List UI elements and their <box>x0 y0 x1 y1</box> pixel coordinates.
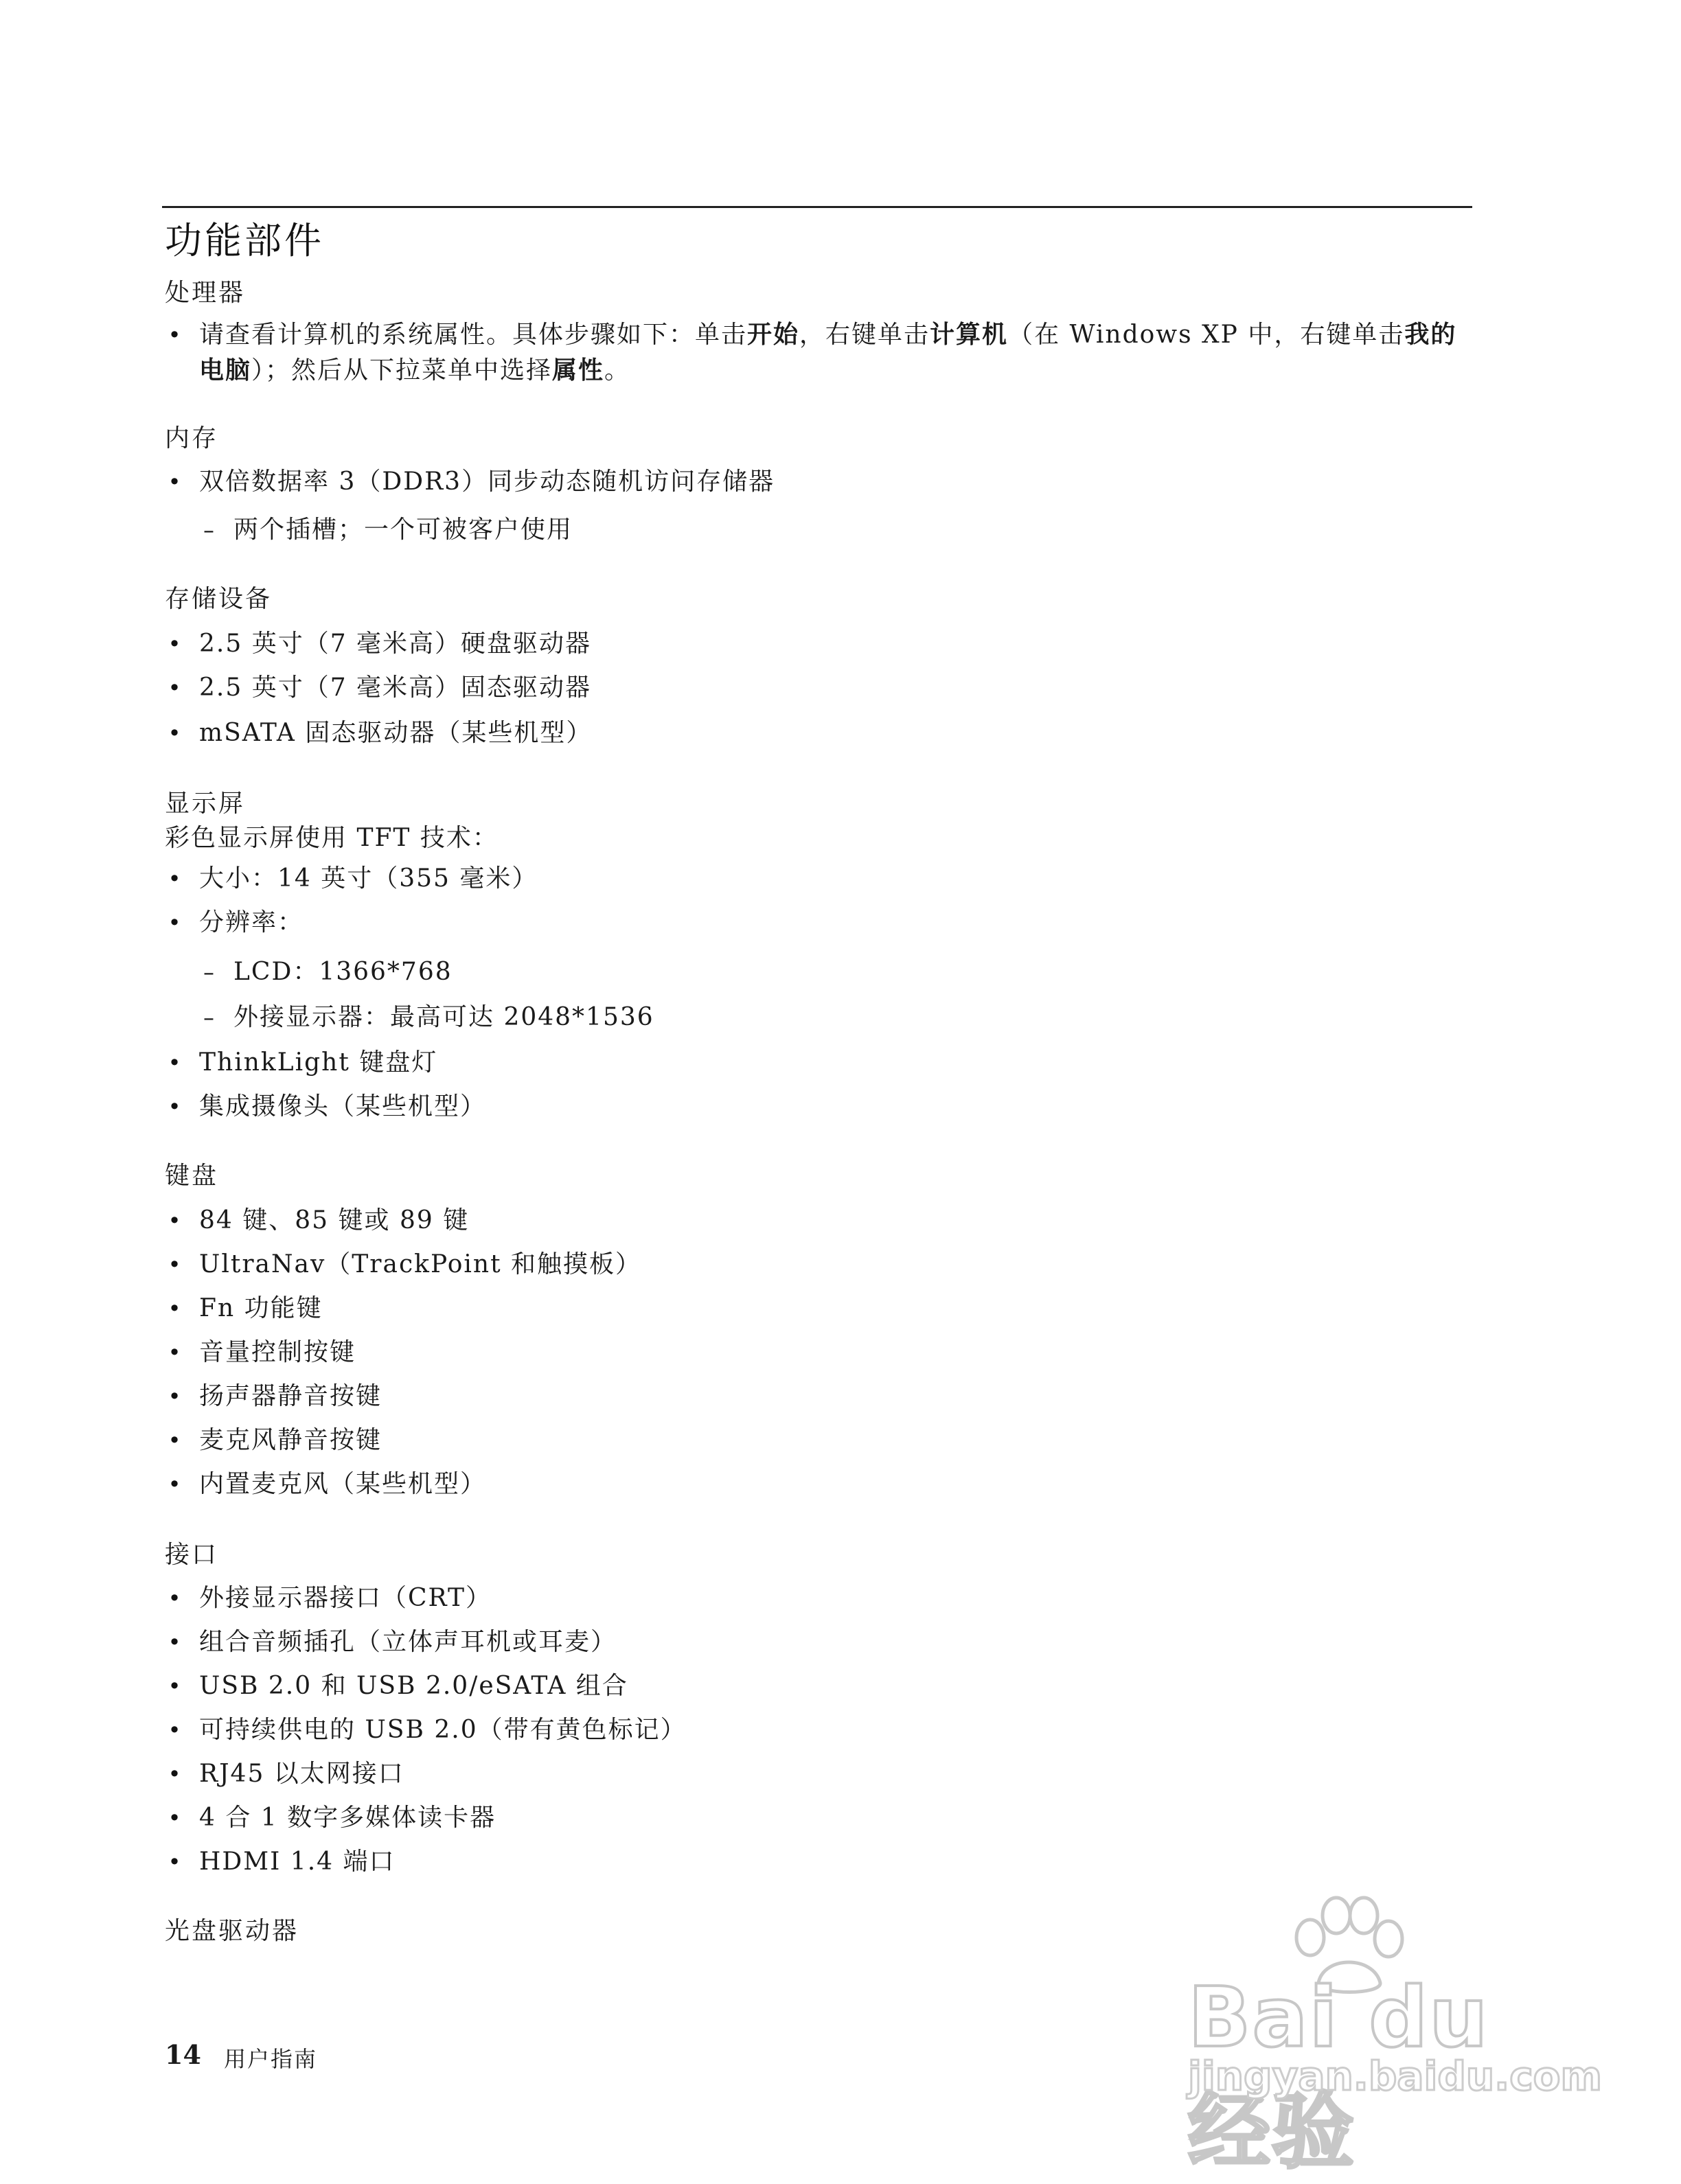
dash: – <box>203 517 216 543</box>
item-text: 84 键、85 键或 89 键 <box>199 1206 470 1234</box>
bullet: • <box>168 1585 183 1611</box>
item-text: 音量控制按键 <box>199 1338 356 1366</box>
bullet: • <box>168 675 183 701</box>
page-number: 14 <box>165 2039 201 2070</box>
item-text: mSATA 固态驱动器（某些机型） <box>199 719 593 747</box>
bullet: • <box>168 1383 183 1410</box>
bullet: • <box>168 1673 183 1699</box>
sub-item-text: 两个插槽；一个可被客户使用 <box>233 516 573 544</box>
bullet: • <box>168 631 183 657</box>
bullet: • <box>168 1717 183 1743</box>
item-text: ，右键单击 <box>799 321 930 349</box>
section-heading-keyboard: 键盘 <box>165 1162 219 1190</box>
footer-guide-title: 用户指南 <box>224 2046 318 2072</box>
bullet: • <box>168 1296 183 1322</box>
item-text: UltraNav（TrackPoint 和触摸板） <box>199 1250 642 1278</box>
section-heading-display: 显示屏 <box>165 790 246 818</box>
watermark-url: jingyan.baidu.com <box>1188 2053 1602 2100</box>
bullet: • <box>168 1252 183 1278</box>
section-heading-processor: 处理器 <box>165 279 246 307</box>
item-text: 大小：14 英寸（355 毫米） <box>199 864 538 893</box>
item-text: 麦克风静音按键 <box>199 1426 382 1454</box>
dash: – <box>203 1004 216 1031</box>
item-text: ）；然后从下拉菜单中选择 <box>251 356 553 384</box>
list-item <box>168 905 1476 941</box>
bullet: • <box>168 866 183 892</box>
list-item <box>168 1756 1476 1792</box>
list-item <box>168 1844 1476 1880</box>
title-rule <box>162 206 1472 208</box>
list-item <box>168 1203 1476 1239</box>
item-text: 2.5 英寸（7 毫米高）固态驱动器 <box>199 674 592 702</box>
list-item <box>168 1580 1476 1616</box>
list-item <box>168 1800 1476 1836</box>
item-text: 扬声器静音按键 <box>199 1382 382 1410</box>
item-text-bold: 计算机 <box>930 321 1009 349</box>
bullet: • <box>168 1050 183 1076</box>
item-text: 。 <box>604 356 631 384</box>
list-item <box>168 1335 1476 1370</box>
list-item <box>168 1045 1476 1081</box>
list-item <box>168 1624 1476 1660</box>
item-text-bold: 我的电脑 <box>199 321 1457 384</box>
section-heading-memory: 内存 <box>165 424 219 452</box>
bullet: • <box>168 1094 183 1120</box>
watermark-brand: Bai du 经验 <box>1188 1970 1489 2180</box>
item-text: HDMI 1.4 端口 <box>199 1848 396 1876</box>
item-text: 2.5 英寸（7 毫米高）硬盘驱动器 <box>199 630 592 658</box>
item-text: Fn 功能键 <box>199 1294 323 1322</box>
list-item <box>168 317 1476 389</box>
list-item <box>168 1423 1476 1458</box>
baidu-watermark <box>1174 1895 1602 2180</box>
bullet: • <box>168 1761 183 1787</box>
list-item <box>168 1379 1476 1414</box>
bullet: • <box>168 1629 183 1655</box>
sub-list-item <box>203 954 453 990</box>
item-text: 外接显示器接口（CRT） <box>199 1584 492 1612</box>
bullet: • <box>168 469 183 495</box>
bullet: • <box>168 1427 183 1453</box>
item-text: 双倍数据率 3（DDR3）同步动态随机访问存储器 <box>199 468 775 496</box>
item-text: 4 合 1 数字多媒体读卡器 <box>199 1804 496 1832</box>
item-text-bold: 属性 <box>552 356 605 384</box>
item-text: 组合音频插孔（立体声耳机或耳麦） <box>199 1628 617 1656</box>
sub-item-text: 外接显示器：最高可达 2048*1536 <box>233 1003 654 1031</box>
section-intro: 彩色显示屏使用 TFT 技术： <box>165 824 499 852</box>
item-text: ThinkLight 键盘灯 <box>199 1048 438 1077</box>
section-heading-storage: 存储设备 <box>165 585 273 613</box>
list-item <box>168 464 1476 500</box>
list-item <box>168 715 1476 751</box>
item-text: USB 2.0 和 USB 2.0/eSATA 组合 <box>199 1672 628 1700</box>
list-item <box>168 1089 1476 1125</box>
sub-list-item <box>203 1000 654 1035</box>
bullet: • <box>168 720 183 746</box>
list-item <box>168 861 1476 897</box>
list-item <box>168 1467 1476 1502</box>
item-text: 分辨率： <box>199 908 304 936</box>
bullet: • <box>168 910 183 936</box>
bullet: • <box>168 1340 183 1366</box>
list-item <box>168 1712 1476 1748</box>
item-text: 集成摄像头（某些机型） <box>199 1092 487 1120</box>
list-item <box>168 626 1476 662</box>
item-text: 可持续供电的 USB 2.0（带有黄色标记） <box>199 1716 687 1744</box>
item-text: RJ45 以太网接口 <box>199 1760 404 1788</box>
sub-list-item <box>203 512 573 548</box>
list-item <box>168 1291 1476 1326</box>
page-title: 功能部件 <box>165 219 324 262</box>
section-heading-ports: 接口 <box>165 1541 219 1569</box>
item-text-bold: 开始 <box>747 321 800 349</box>
bullet: • <box>168 1805 183 1831</box>
bullet: • <box>168 322 183 348</box>
sub-item-text: LCD：1366*768 <box>233 958 453 986</box>
item-text: 内置麦克风（某些机型） <box>199 1470 487 1498</box>
section-heading-optical: 光盘驱动器 <box>165 1917 299 1945</box>
bullet: • <box>168 1849 183 1875</box>
item-text: 请查看计算机的系统属性。具体步骤如下：单击 <box>199 321 748 349</box>
bullet: • <box>168 1471 183 1497</box>
list-item <box>168 670 1476 706</box>
bullet: • <box>168 1208 183 1234</box>
list-item <box>168 1668 1476 1704</box>
dash: – <box>203 959 216 985</box>
list-item <box>168 1247 1476 1283</box>
item-text: （在 Windows XP 中，右键单击 <box>1008 321 1405 349</box>
